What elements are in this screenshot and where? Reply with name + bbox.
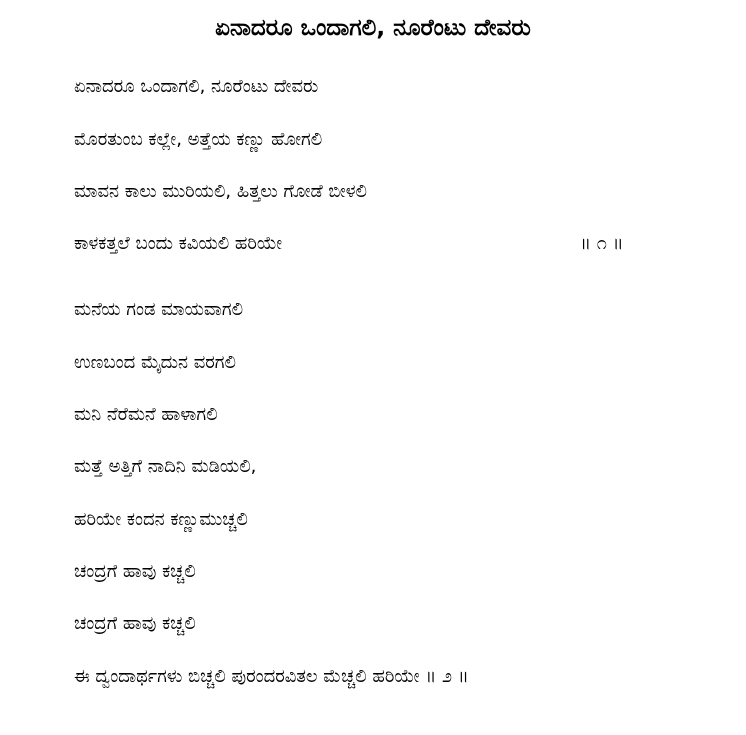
stanza-2-line-3: ಮನಿ ನೆರೆಮನೆ ಹಾಳಾಗಲಿ bbox=[74, 404, 218, 425]
stanza-2-line-1: ಮನೆಯ ಗಂಡ ಮಾಯವಾಗಲಿ bbox=[74, 299, 244, 320]
stanza-2-line-2: ಉಣಬಂದ ಮೈದುನ ವರಗಲಿ bbox=[74, 352, 237, 373]
poem-title: ಏನಾದರೂ ಒಂದಾಗಲಿ, ನೂರೆಂಟು ದೇವರು bbox=[215, 15, 531, 41]
stanza-2-line-4: ಮತ್ತೆ ಅತ್ತಿಗೆ ನಾದಿನಿ ಮಡಿಯಲಿ, bbox=[74, 456, 257, 477]
stanza-1-line-2: ಮೊರತುಂಬ ಕಲ್ಲೇ, ಅತ್ತೆಯ ಕಣ್ಣು ಹೋಗಲಿ bbox=[74, 129, 323, 150]
stanza-2-line-7: ಚಂದ್ರಗೆ ಹಾವು ಕಚ್ಚಲಿ bbox=[74, 613, 196, 634]
stanza-1-line-4: ಕಾಳಕತ್ತಲೆ ಬಂದು ಕವಿಯಲಿ ಹರಿಯೇ bbox=[74, 233, 283, 254]
stanza-2-line-8: ಈ ದ್ವಂದಾರ್ಥಗಳು ಬಿಚ್ಚಲಿ ಪುರಂದರವಿತಲ ಮೆಚ್ಚಲಿ ಹರಿಯೇ ॥ ೨ ॥ bbox=[74, 666, 469, 687]
stanza-1-line-3: ಮಾವನ ಕಾಲು ಮುರಿಯಲಿ, ಹಿತ್ತಲು ಗೋಡೆ ಬೀಳಲಿ bbox=[74, 181, 367, 202]
stanza-1-line-1: ಏನಾದರೂ ಒಂದಾಗಲಿ, ನೂರೆಂಟು ದೇವರು bbox=[74, 76, 319, 97]
stanza-2-line-6: ಚಂದ್ರಗೆ ಹಾವು ಕಚ್ಚಲಿ bbox=[74, 561, 196, 582]
stanza-1-verse-marker: ॥ ೧ ॥ bbox=[580, 233, 624, 254]
stanza-2-line-5: ಹರಿಯೇ ಕಂದನ ಕಣ್ಣುಮುಚ್ಚಲಿ bbox=[74, 509, 248, 530]
